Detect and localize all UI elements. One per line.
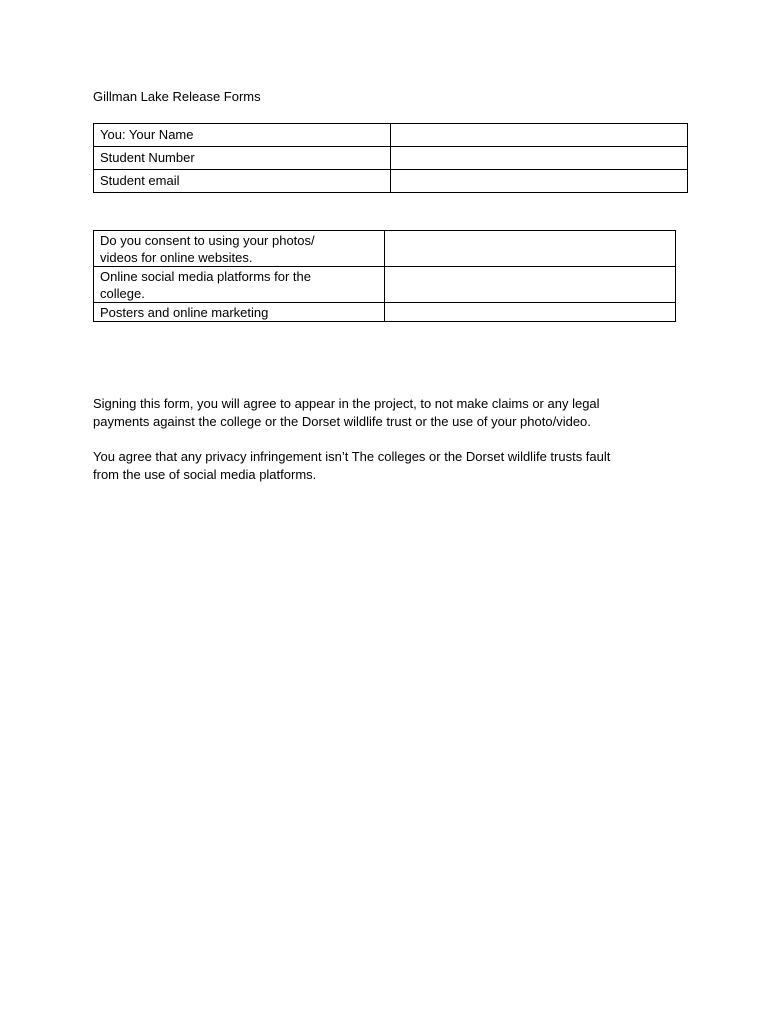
consent-posters-label-cell	[94, 303, 385, 322]
student-number-label-cell: Student Number	[94, 147, 391, 170]
table-row	[94, 303, 676, 322]
consent-websites-label-cell	[94, 231, 385, 267]
consent-posters-value-cell[interactable]	[385, 303, 676, 322]
consent-social-media-value-cell[interactable]	[385, 267, 676, 303]
table-row	[94, 124, 688, 147]
consent-label-line: college.	[100, 286, 145, 301]
name-value-cell[interactable]	[391, 124, 688, 147]
student-number-value-cell[interactable]	[391, 147, 688, 170]
paragraph-line: You agree that any privacy infringement isn’t The colleges or the Dorset wildlife trusts fault	[93, 449, 611, 464]
table-row	[94, 170, 688, 193]
consent-label-line: videos for online websites.	[100, 250, 253, 265]
consent-label-line: Posters and online marketing	[100, 305, 269, 320]
agreement-paragraph	[93, 395, 683, 430]
table-row	[94, 267, 676, 303]
paragraph-line: Signing this form, you will agree to appear in the project, to not make claims or any legal	[93, 396, 600, 411]
consent-label-line: Online social media platforms for the	[100, 269, 311, 284]
paragraph-line: payments against the college or the Dorset wildlife trust or the use of your photo/video.	[93, 413, 591, 429]
student-email-label-cell: Student email	[94, 170, 391, 193]
consent-social-media-label-cell	[94, 267, 385, 303]
consent-websites-value-cell[interactable]	[385, 231, 676, 267]
student-email-value-cell[interactable]	[391, 170, 688, 193]
table-row	[94, 231, 676, 267]
paragraph-line: from the use of social media platforms.	[93, 466, 317, 482]
consent-label-line: Do you consent to using your photos/	[100, 233, 315, 248]
table-row	[94, 147, 688, 170]
consent-table	[93, 230, 676, 322]
privacy-paragraph	[93, 448, 683, 483]
name-label-cell: You: Your Name	[94, 124, 391, 147]
document-title: Gillman Lake Release Forms	[93, 89, 261, 104]
student-details-table	[93, 123, 688, 193]
